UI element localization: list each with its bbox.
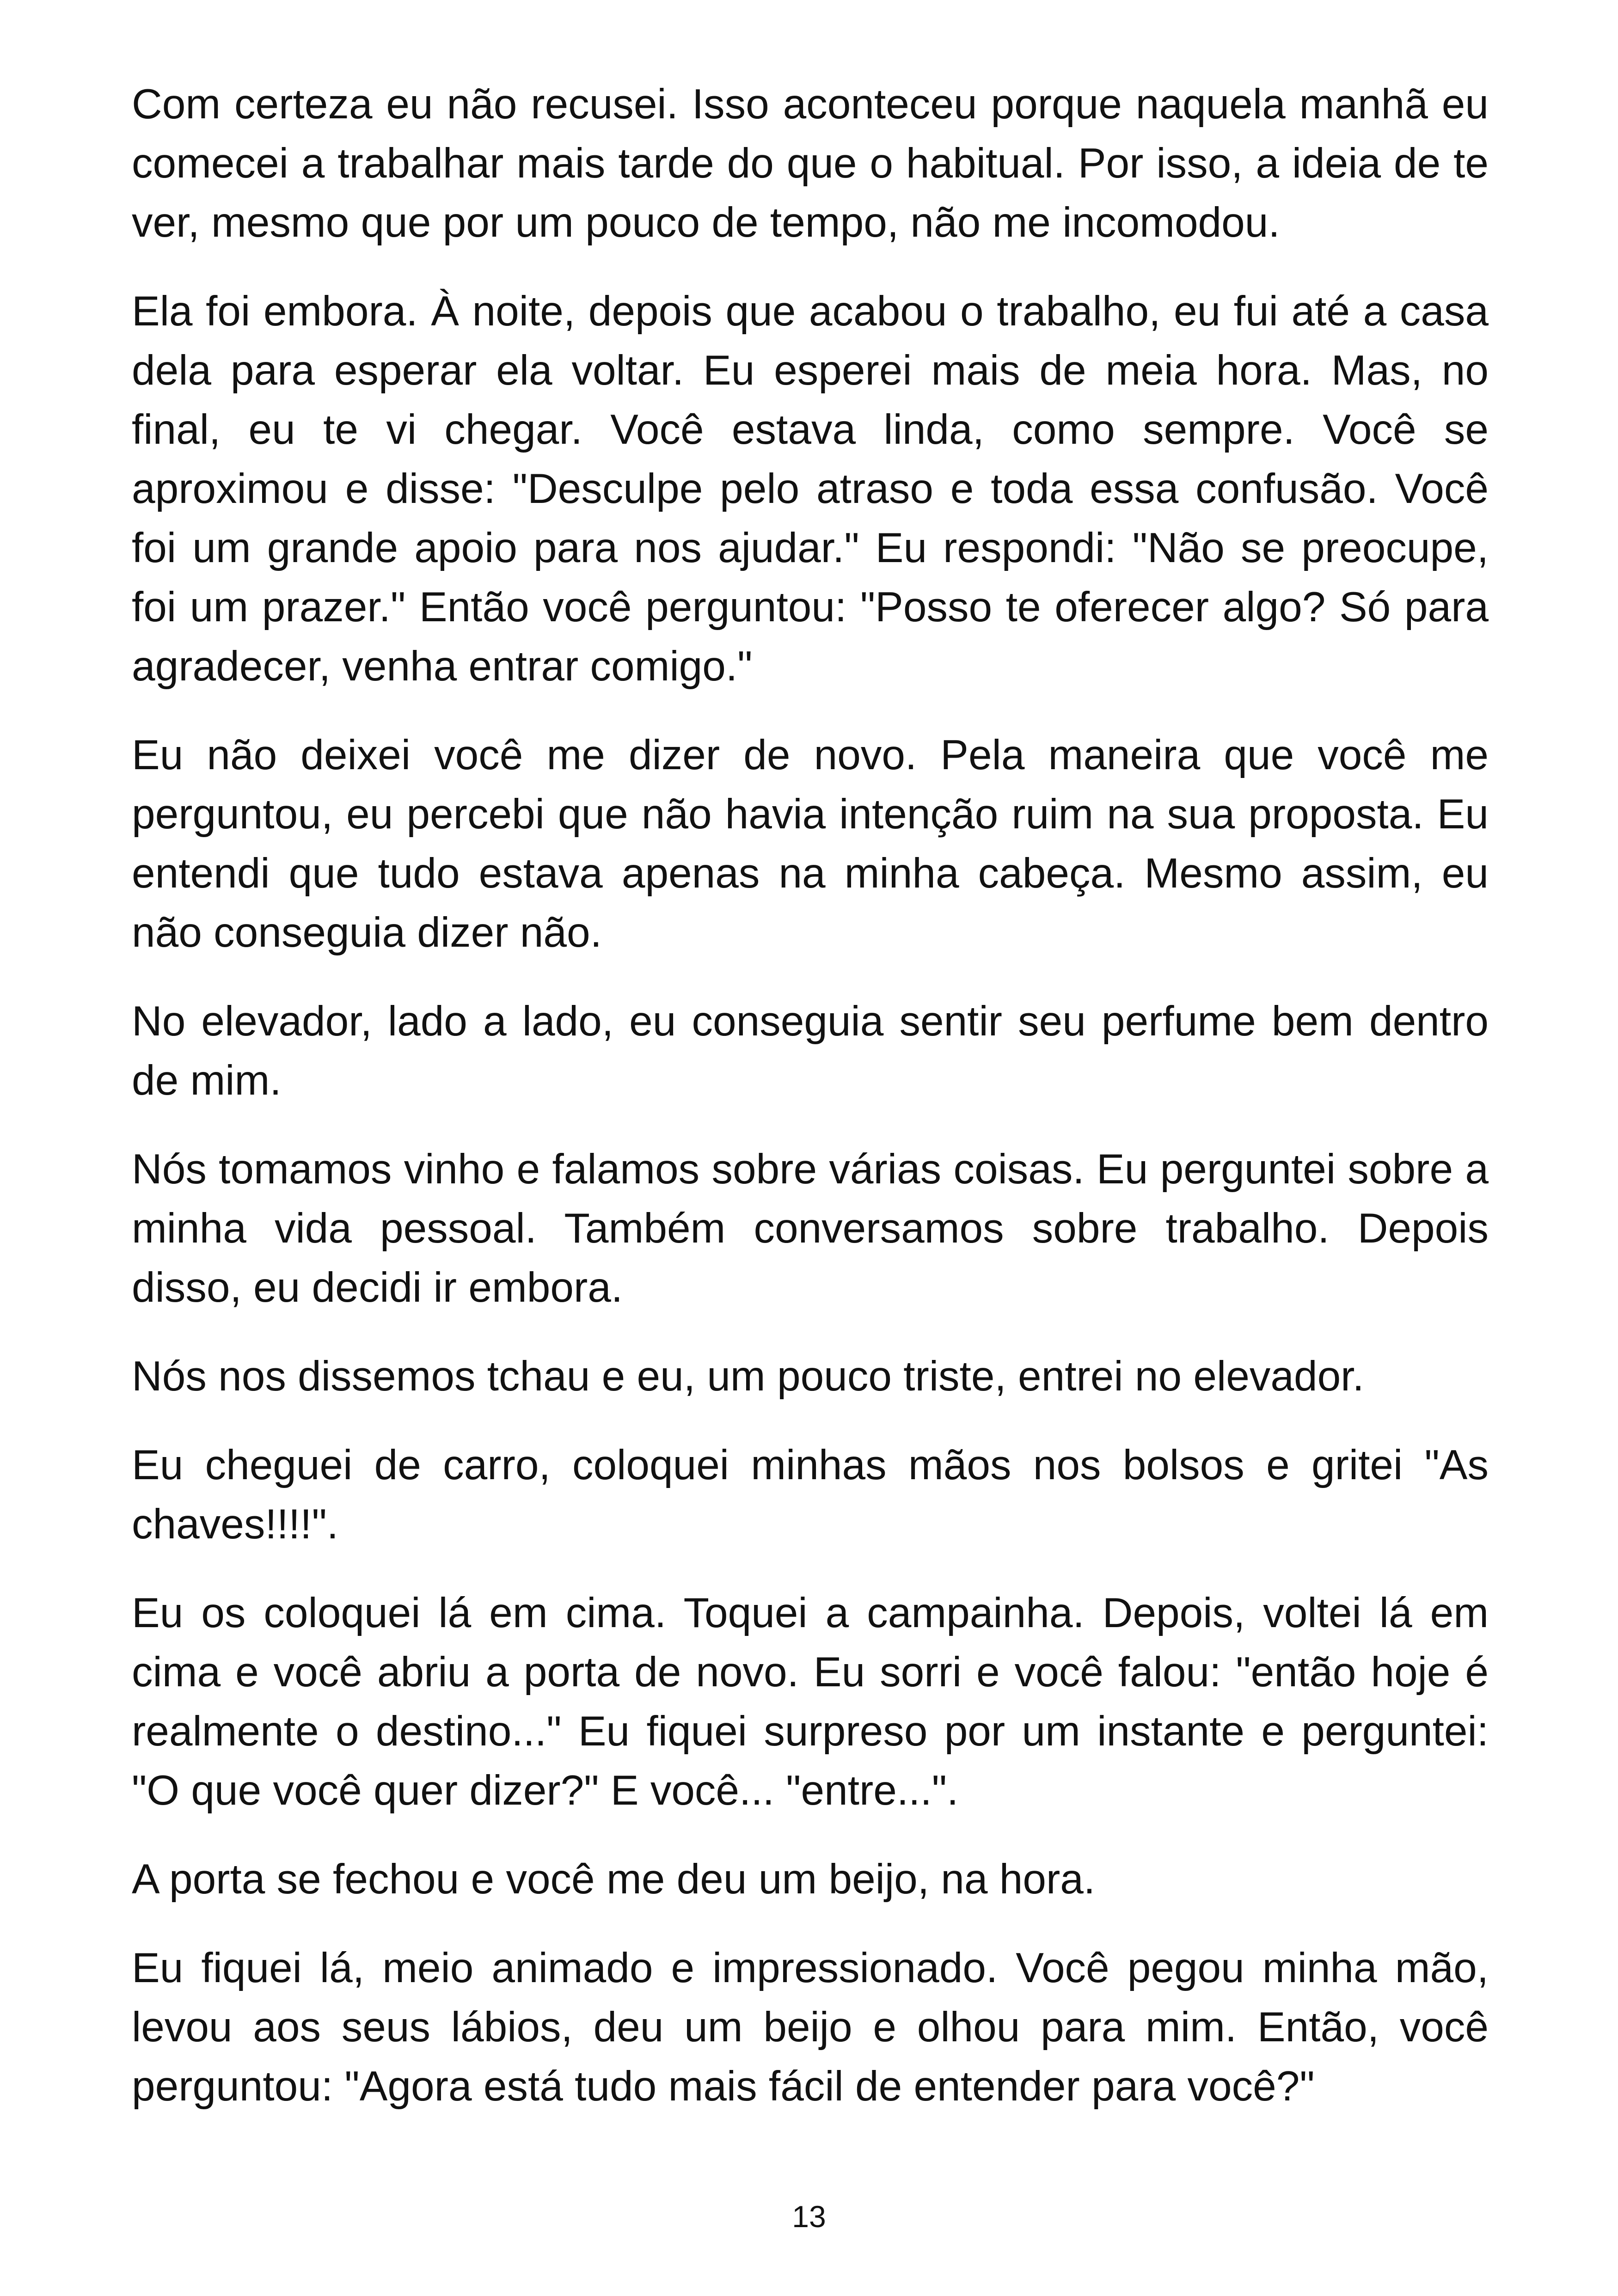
paragraph-2: Ela foi embora. À noite, depois que acabou o trabalho, eu fui até a casa dela para esperar ela voltar. Eu esperei mais de meia hora. Mas, no final, eu te vi chegar. Você estava linda, como sempre. Você se aproximou e disse: "Desculpe pelo atraso e toda essa confusão. Você foi um grande apoio para nos ajudar." Eu respondi: "Não se preocupe, foi um prazer." Então você perguntou: "Posso te oferecer algo? Só para agradecer, venha entrar comigo.": [132, 288, 1489, 690]
paragraph-3: Eu não deixei você me dizer de novo. Pela maneira que você me perguntou, eu percebi que não havia intenção ruim na sua proposta. Eu entendi que tudo estava apenas na minha cabeça. Mesmo assim, eu não conseguia dizer não.: [132, 732, 1489, 956]
body-text: [132, 75, 1489, 2146]
paragraph-7: Eu cheguei de carro, coloquei minhas mãos nos bolsos e gritei "As chaves!!!!".: [132, 1442, 1489, 1548]
paragraph-5: Nós tomamos vinho e falamos sobre várias coisas. Eu perguntei sobre a minha vida pessoal. Também conversamos sobre trabalho. Depois disso, eu decidi ir embora.: [132, 1146, 1489, 1311]
paragraph-4: No elevador, lado a lado, eu conseguia sentir seu perfume bem dentro de mim.: [132, 998, 1489, 1104]
page-number: 13: [792, 2199, 826, 2234]
paragraph-1: Com certeza eu não recusei. Isso aconteceu porque naquela manhã eu comecei a trabalhar mais tarde do que o habitual. Por isso, a ideia de te ver, mesmo que por um pouco de tempo, não me incomodou.: [132, 81, 1489, 246]
paragraph-6: Nós nos dissemos tchau e eu, um pouco triste, entrei no elevador.: [132, 1353, 1364, 1400]
paragraph-9: A porta se fechou e você me deu um beijo, na hora.: [132, 1856, 1096, 1903]
paragraph-8: Eu os coloquei lá em cima. Toquei a campainha. Depois, voltei lá em cima e você abriu a porta de novo. Eu sorri e você falou: "então hoje é realmente o destino..." Eu fiquei surpreso por um instante e perguntei: "O que você quer dizer?" E você... "entre...".: [132, 1590, 1489, 1814]
paragraph-10: Eu fiquei lá, meio animado e impressionado. Você pegou minha mão, levou aos seus lábios, deu um beijo e olhou para mim. Então, você perguntou: "Agora está tudo mais fácil de entender para você?": [132, 1945, 1489, 2110]
